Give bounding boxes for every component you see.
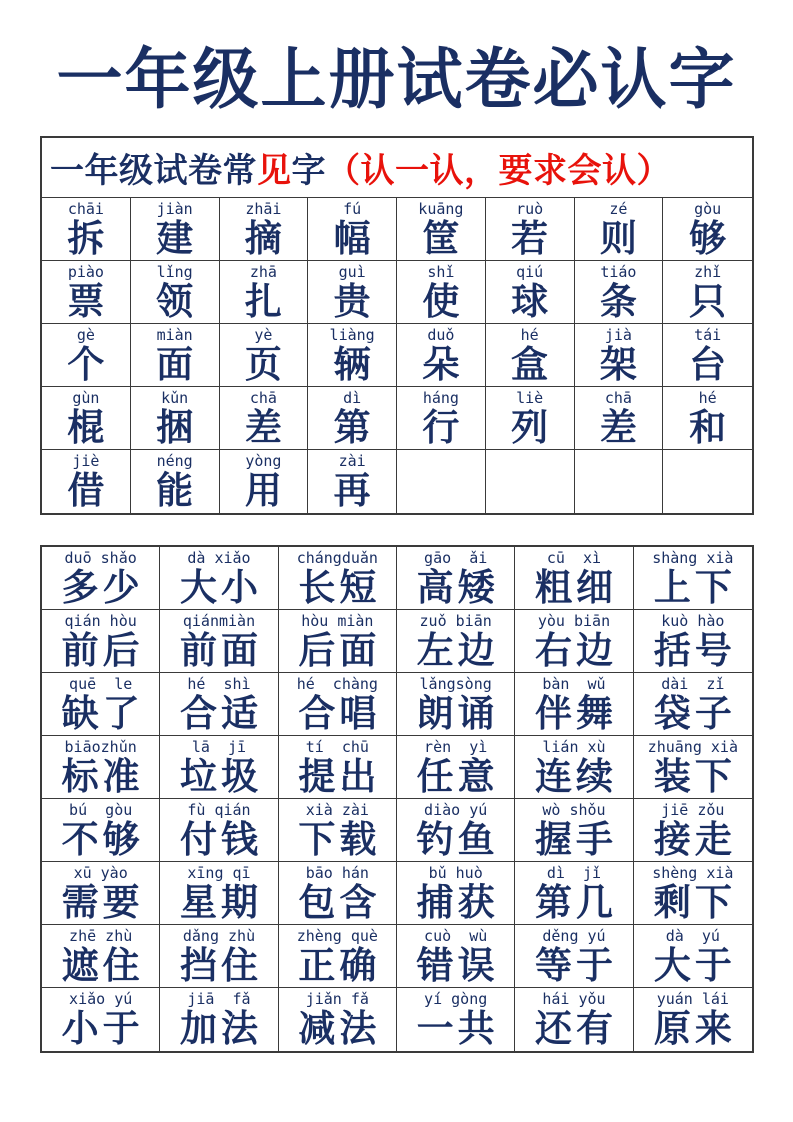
pinyin-label: gòu: [694, 199, 722, 218]
hanzi-word: 第几: [534, 881, 617, 923]
character-cell: [486, 450, 575, 513]
pinyin-label: zài: [338, 451, 366, 470]
pinyin-label: biāozhǔn: [64, 737, 137, 756]
word-cell: [42, 988, 160, 1051]
pinyin-label: shàng xià: [652, 548, 734, 567]
pinyin-label: yòu biān: [537, 611, 611, 630]
character-cell: [575, 198, 664, 261]
word-cell: [515, 988, 633, 1051]
hanzi-character: 票: [67, 280, 105, 322]
pinyin-label: duǒ: [427, 325, 455, 344]
word-cell: [42, 862, 160, 925]
word-cell: [634, 925, 752, 988]
character-cell: [42, 387, 131, 450]
pinyin-label: qiú: [516, 262, 544, 281]
pinyin-label: dài zǐ: [661, 674, 725, 693]
character-cell: [308, 198, 397, 261]
pinyin-label: tiáo: [600, 262, 637, 281]
hanzi-character: 架: [599, 343, 637, 385]
pinyin-label: guì: [338, 262, 366, 281]
pinyin-label: duō shǎo: [64, 548, 137, 567]
character-cell: [220, 261, 309, 324]
pinyin-label: jiè: [72, 451, 100, 470]
word-cell: [160, 988, 278, 1051]
character-cell: [308, 324, 397, 387]
word-cell: [160, 862, 278, 925]
pinyin-label: zhǐ: [694, 262, 722, 281]
hanzi-word: 接走: [653, 818, 736, 860]
word-cell: [397, 862, 515, 925]
hanzi-word: 大于: [653, 944, 736, 986]
pinyin-label: xīng qī: [187, 863, 251, 882]
character-cell: [42, 450, 131, 513]
character-cell: [486, 324, 575, 387]
pinyin-label: lǐng: [156, 262, 193, 281]
hanzi-word: 伴舞: [534, 692, 617, 734]
pinyin-label: chāi: [67, 199, 104, 218]
hanzi-word: 标准: [61, 755, 144, 797]
word-cell: [634, 547, 752, 610]
word-cell: [515, 925, 633, 988]
hanzi-word: 高矮: [416, 566, 499, 608]
pinyin-label: jiǎn fǎ: [305, 989, 369, 1008]
pinyin-label: gāo ǎi: [424, 548, 488, 567]
hanzi-character: 幅: [333, 217, 371, 259]
pinyin-label: liàng: [329, 325, 375, 344]
pinyin-label: yuán lái: [656, 989, 729, 1008]
pinyin-label: kuò hào: [661, 611, 725, 630]
hanzi-character: 贵: [333, 280, 371, 322]
worksheet-page: [0, 42, 793, 1122]
word-cell: [42, 547, 160, 610]
character-cell: [308, 450, 397, 513]
word-cell: [515, 862, 633, 925]
pinyin-label: lǎngsòng: [419, 674, 492, 693]
pinyin-label: hé: [520, 325, 539, 344]
hanzi-character: 再: [333, 469, 371, 511]
pinyin-label: cū xì: [546, 548, 602, 567]
pinyin-label: xià zài: [305, 800, 369, 819]
hanzi-word: 合适: [179, 692, 262, 734]
pinyin-label: piào: [67, 262, 104, 281]
pinyin-label: jià: [604, 325, 632, 344]
hanzi-character: 摘: [244, 217, 282, 259]
word-cell: [634, 799, 752, 862]
pinyin-label: hòu miàn: [301, 611, 374, 630]
word-cell: [397, 547, 515, 610]
section-header: [42, 138, 752, 198]
character-cell: [397, 450, 486, 513]
hanzi-character: 若: [511, 217, 549, 259]
hanzi-character: 页: [244, 343, 282, 385]
hanzi-character: 只: [689, 280, 727, 322]
pinyin-label: dǎng zhù: [182, 926, 256, 945]
word-cell: [634, 736, 752, 799]
pinyin-label: bāo hán: [305, 863, 369, 882]
character-cell: [575, 450, 664, 513]
pinyin-label: chā: [604, 388, 632, 407]
hanzi-word: 错误: [416, 944, 499, 986]
pinyin-label: tái: [694, 325, 722, 344]
character-cell: [486, 261, 575, 324]
pinyin-label: hái yǒu: [542, 989, 606, 1008]
character-cell: [575, 324, 664, 387]
word-cell: [160, 610, 278, 673]
header-text-part2: 见: [257, 151, 292, 190]
pinyin-label: chā: [249, 388, 277, 407]
pinyin-label: háng: [422, 388, 459, 407]
pinyin-label: liè: [516, 388, 544, 407]
hanzi-word: 袋子: [653, 692, 736, 734]
word-cell: [279, 673, 397, 736]
pinyin-label: rèn yì: [424, 737, 488, 756]
hanzi-word: 提出: [298, 755, 381, 797]
character-cell: [131, 450, 220, 513]
pinyin-label: chángduǎn: [296, 548, 378, 567]
hanzi-character: 则: [599, 217, 637, 259]
word-cell: [279, 799, 397, 862]
pinyin-label: lā jī: [191, 737, 247, 756]
pinyin-label: kuāng: [418, 199, 464, 218]
two-character-word-table: [42, 547, 752, 1051]
word-cell: [160, 799, 278, 862]
word-list-section: [40, 545, 754, 1053]
pinyin-label: yí gòng: [424, 989, 488, 1008]
pinyin-label: wò shǒu: [542, 800, 606, 819]
character-cell: [131, 387, 220, 450]
hanzi-word: 左边: [416, 629, 499, 671]
character-cell: [131, 261, 220, 324]
character-cell: [663, 198, 752, 261]
hanzi-word: 付钱: [179, 818, 262, 860]
hanzi-character: 建: [156, 217, 194, 259]
hanzi-word: 原来: [653, 1007, 736, 1049]
word-cell: [160, 925, 278, 988]
pinyin-label: ruò: [516, 199, 544, 218]
hanzi-word: 大小: [179, 566, 262, 608]
pinyin-label: zé: [609, 199, 628, 218]
word-cell: [634, 988, 752, 1051]
character-cell: [397, 324, 486, 387]
hanzi-word: 连续: [534, 755, 617, 797]
hanzi-word: 垃圾: [179, 755, 262, 797]
hanzi-word: 遮住: [61, 944, 144, 986]
word-cell: [515, 610, 633, 673]
pinyin-label: yè: [254, 325, 273, 344]
hanzi-character: 拆: [67, 217, 105, 259]
hanzi-character: 辆: [333, 343, 371, 385]
hanzi-word: 还有: [534, 1007, 617, 1049]
hanzi-character: 第: [333, 406, 371, 448]
pinyin-label: shèng xià: [652, 863, 734, 882]
character-cell: [663, 324, 752, 387]
hanzi-word: 等于: [534, 944, 617, 986]
character-cell: [575, 387, 664, 450]
pinyin-label: lián xù: [542, 737, 606, 756]
hanzi-word: 前后: [61, 629, 144, 671]
pinyin-label: shǐ: [427, 262, 455, 281]
hanzi-character: 借: [67, 469, 105, 511]
word-cell: [397, 799, 515, 862]
pinyin-label: dà yú: [665, 926, 720, 945]
pinyin-label: yòng: [245, 451, 282, 470]
pinyin-label: bàn wǔ: [542, 674, 606, 693]
hanzi-word: 钓鱼: [416, 818, 499, 860]
hanzi-word: 正确: [298, 944, 381, 986]
character-cell: [663, 450, 752, 513]
pinyin-label: xū yào: [73, 863, 128, 882]
pinyin-label: quē le: [69, 674, 133, 693]
pinyin-label: qiánmiàn: [182, 611, 256, 630]
character-cell: [220, 450, 309, 513]
hanzi-character: 棍: [67, 406, 105, 448]
character-cell: [42, 198, 131, 261]
pinyin-label: zhā: [249, 262, 277, 281]
word-cell: [279, 988, 397, 1051]
hanzi-word: 小于: [61, 1007, 144, 1049]
hanzi-word: 长短: [298, 566, 381, 608]
word-cell: [397, 736, 515, 799]
pinyin-label: dì: [343, 388, 362, 407]
hanzi-character: 面: [156, 343, 194, 385]
hanzi-character: 够: [689, 217, 727, 259]
hanzi-character: 差: [244, 406, 282, 448]
pinyin-label: miàn: [156, 325, 193, 344]
word-cell: [279, 610, 397, 673]
hanzi-word: 挡住: [179, 944, 262, 986]
word-cell: [279, 547, 397, 610]
hanzi-word: 不够: [61, 818, 144, 860]
hanzi-character: 条: [599, 280, 637, 322]
pinyin-label: qián hòu: [64, 611, 137, 630]
hanzi-character: 差: [599, 406, 637, 448]
hanzi-character: 行: [422, 406, 460, 448]
hanzi-word: 右边: [534, 629, 617, 671]
pinyin-label: zhāi: [245, 199, 282, 218]
hanzi-word: 上下: [653, 566, 736, 608]
pinyin-label: zhèng què: [296, 926, 378, 945]
word-cell: [42, 673, 160, 736]
word-cell: [397, 610, 515, 673]
word-cell: [634, 862, 752, 925]
hanzi-character: 用: [244, 469, 282, 511]
hanzi-character: 朵: [422, 343, 460, 385]
hanzi-word: 包含: [298, 881, 381, 923]
pinyin-label: dì jǐ: [546, 863, 602, 882]
hanzi-word: 括号: [653, 629, 736, 671]
character-cell: [397, 387, 486, 450]
word-cell: [634, 673, 752, 736]
hanzi-word: 后面: [298, 629, 381, 671]
character-cell: [131, 324, 220, 387]
pinyin-label: hé: [698, 388, 717, 407]
pinyin-label: děng yú: [542, 926, 606, 945]
word-cell: [397, 925, 515, 988]
character-cell: [486, 387, 575, 450]
pinyin-label: xiǎo yú: [69, 989, 133, 1008]
character-cell: [308, 387, 397, 450]
word-cell: [515, 736, 633, 799]
pinyin-label: gè: [76, 325, 95, 344]
pinyin-label: diào yú: [424, 800, 488, 819]
pinyin-label: kǔn: [161, 388, 189, 407]
hanzi-character: 台: [689, 343, 727, 385]
header-text-part1: 一年级试卷常: [50, 151, 257, 190]
common-characters-section: [40, 136, 754, 515]
word-cell: [42, 799, 160, 862]
hanzi-word: 加法: [179, 1007, 262, 1049]
pinyin-label: bú gòu: [69, 800, 133, 819]
pinyin-label: zhē zhù: [69, 926, 133, 945]
header-text-part4: （认一认，要求会认）: [326, 151, 671, 190]
hanzi-word: 捕获: [416, 881, 499, 923]
pinyin-label: hé shì: [187, 674, 251, 693]
hanzi-character: 领: [156, 280, 194, 322]
word-cell: [279, 925, 397, 988]
character-cell: [42, 324, 131, 387]
hanzi-word: 朗诵: [416, 692, 499, 734]
word-cell: [397, 988, 515, 1051]
word-cell: [515, 547, 633, 610]
word-cell: [397, 673, 515, 736]
header-text-part3: 字: [291, 151, 326, 190]
word-cell: [42, 610, 160, 673]
pinyin-label: fú: [343, 199, 362, 218]
word-cell: [279, 736, 397, 799]
character-cell: [220, 198, 309, 261]
word-cell: [160, 673, 278, 736]
character-cell: [663, 387, 752, 450]
word-cell: [279, 862, 397, 925]
hanzi-character: 捆: [156, 406, 194, 448]
pinyin-label: hé chàng: [296, 674, 378, 693]
character-cell: [663, 261, 752, 324]
hanzi-word: 需要: [61, 881, 144, 923]
character-cell: [220, 324, 309, 387]
hanzi-word: 任意: [416, 755, 499, 797]
hanzi-word: 前面: [179, 629, 262, 671]
character-cell: [131, 198, 220, 261]
hanzi-character: 使: [422, 280, 460, 322]
pinyin-label: tí chū: [305, 737, 369, 756]
pinyin-label: jiā fǎ: [187, 989, 251, 1008]
hanzi-character: 盒: [511, 343, 549, 385]
hanzi-character: 个: [67, 343, 105, 385]
pinyin-label: néng: [156, 451, 193, 470]
hanzi-word: 一共: [416, 1007, 499, 1049]
hanzi-character: 球: [511, 280, 549, 322]
pinyin-label: jiàn: [156, 199, 193, 218]
word-cell: [42, 925, 160, 988]
character-cell: [575, 261, 664, 324]
character-cell: [42, 261, 131, 324]
pinyin-label: zhuāng xià: [647, 737, 738, 756]
hanzi-word: 合唱: [298, 692, 381, 734]
hanzi-word: 握手: [534, 818, 617, 860]
pinyin-label: zuǒ biān: [419, 611, 492, 630]
hanzi-character: 能: [156, 469, 194, 511]
hanzi-word: 装下: [653, 755, 736, 797]
character-cell: [397, 261, 486, 324]
character-cell: [220, 387, 309, 450]
character-cell: [486, 198, 575, 261]
page-title: 一年级上册试卷必认字: [56, 42, 737, 116]
pinyin-label: dà xiǎo: [187, 548, 251, 567]
pinyin-label: jiē zǒu: [661, 800, 725, 819]
word-cell: [160, 736, 278, 799]
hanzi-word: 多少: [61, 566, 144, 608]
character-cell: [397, 198, 486, 261]
hanzi-word: 粗细: [534, 566, 617, 608]
hanzi-word: 星期: [179, 881, 262, 923]
hanzi-character: 扎: [244, 280, 282, 322]
hanzi-character: 筐: [422, 217, 460, 259]
pinyin-label: bǔ huò: [428, 863, 483, 882]
pinyin-label: gùn: [72, 388, 100, 407]
word-cell: [515, 673, 633, 736]
character-cell: [308, 261, 397, 324]
hanzi-character: 列: [511, 406, 549, 448]
word-cell: [634, 610, 752, 673]
word-cell: [160, 547, 278, 610]
pinyin-label: fù qián: [187, 800, 251, 819]
hanzi-word: 减法: [298, 1007, 381, 1049]
word-cell: [515, 799, 633, 862]
word-cell: [42, 736, 160, 799]
hanzi-word: 缺了: [61, 692, 144, 734]
single-character-table: [42, 198, 752, 513]
hanzi-word: 下载: [298, 818, 381, 860]
pinyin-label: cuò wù: [424, 926, 488, 945]
hanzi-word: 剩下: [653, 881, 736, 923]
hanzi-character: 和: [689, 406, 727, 448]
